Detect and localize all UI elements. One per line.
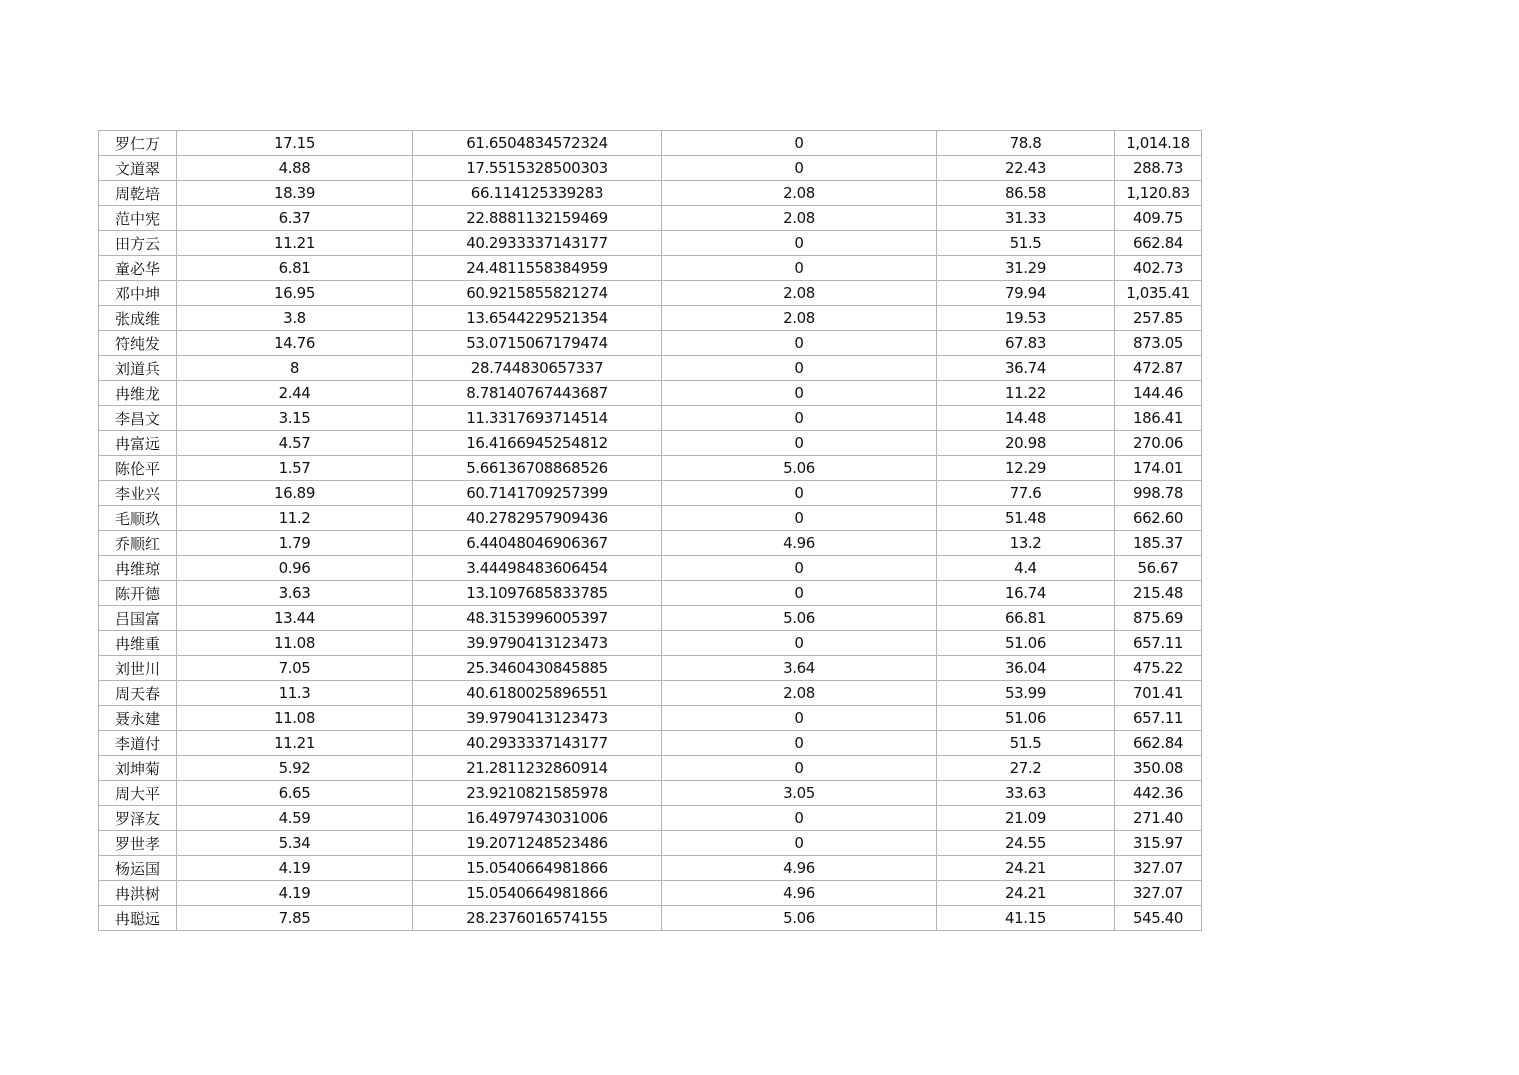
table-row <box>99 256 1202 281</box>
table-body <box>99 131 1202 931</box>
value-cell-2: 6.44048046906367 <box>413 531 662 556</box>
value-cell-4: 21.09 <box>937 806 1115 831</box>
value-cell-2: 5.66136708868526 <box>413 456 662 481</box>
value-cell-1: 4.57 <box>177 431 413 456</box>
value-cell-4: 20.98 <box>937 431 1115 456</box>
value-cell-3: 0 <box>662 381 937 406</box>
name-cell: 李昌文 <box>99 406 177 431</box>
value-cell-4: 31.29 <box>937 256 1115 281</box>
name-cell: 范中宪 <box>99 206 177 231</box>
name-cell: 陈开德 <box>99 581 177 606</box>
value-cell-1: 4.88 <box>177 156 413 181</box>
amount-cell: 442.36 <box>1115 781 1202 806</box>
value-cell-4: 86.58 <box>937 181 1115 206</box>
amount-cell: 327.07 <box>1115 856 1202 881</box>
value-cell-1: 6.37 <box>177 206 413 231</box>
value-cell-4: 11.22 <box>937 381 1115 406</box>
value-cell-2: 40.2933337143177 <box>413 231 662 256</box>
amount-cell: 186.41 <box>1115 406 1202 431</box>
value-cell-1: 11.2 <box>177 506 413 531</box>
value-cell-2: 48.3153996005397 <box>413 606 662 631</box>
table-row <box>99 631 1202 656</box>
name-cell: 李道付 <box>99 731 177 756</box>
value-cell-1: 11.08 <box>177 706 413 731</box>
value-cell-4: 12.29 <box>937 456 1115 481</box>
value-cell-4: 24.21 <box>937 856 1115 881</box>
value-cell-3: 5.06 <box>662 906 937 931</box>
value-cell-1: 7.05 <box>177 656 413 681</box>
table-row <box>99 806 1202 831</box>
value-cell-2: 3.44498483606454 <box>413 556 662 581</box>
value-cell-1: 16.95 <box>177 281 413 306</box>
value-cell-3: 5.06 <box>662 606 937 631</box>
amount-cell: 873.05 <box>1115 331 1202 356</box>
value-cell-2: 40.2933337143177 <box>413 731 662 756</box>
value-cell-3: 3.64 <box>662 656 937 681</box>
value-cell-4: 14.48 <box>937 406 1115 431</box>
value-cell-3: 0 <box>662 581 937 606</box>
value-cell-3: 0 <box>662 406 937 431</box>
value-cell-4: 31.33 <box>937 206 1115 231</box>
data-table <box>98 130 1202 931</box>
amount-cell: 409.75 <box>1115 206 1202 231</box>
value-cell-3: 0 <box>662 556 937 581</box>
value-cell-1: 11.21 <box>177 231 413 256</box>
amount-cell: 657.11 <box>1115 631 1202 656</box>
table-row <box>99 506 1202 531</box>
name-cell: 文道翠 <box>99 156 177 181</box>
value-cell-4: 36.04 <box>937 656 1115 681</box>
table-row <box>99 356 1202 381</box>
amount-cell: 472.87 <box>1115 356 1202 381</box>
value-cell-3: 4.96 <box>662 881 937 906</box>
table-row <box>99 481 1202 506</box>
value-cell-1: 4.19 <box>177 856 413 881</box>
value-cell-3: 0 <box>662 706 937 731</box>
value-cell-3: 0 <box>662 481 937 506</box>
value-cell-3: 0 <box>662 156 937 181</box>
table-row <box>99 231 1202 256</box>
table-row <box>99 731 1202 756</box>
value-cell-3: 3.05 <box>662 781 937 806</box>
value-cell-1: 3.63 <box>177 581 413 606</box>
name-cell: 邓中坤 <box>99 281 177 306</box>
value-cell-1: 13.44 <box>177 606 413 631</box>
table-row <box>99 681 1202 706</box>
value-cell-4: 22.43 <box>937 156 1115 181</box>
table-row <box>99 431 1202 456</box>
value-cell-1: 5.92 <box>177 756 413 781</box>
value-cell-2: 39.9790413123473 <box>413 706 662 731</box>
name-cell: 周乾培 <box>99 181 177 206</box>
amount-cell: 270.06 <box>1115 431 1202 456</box>
value-cell-2: 11.3317693714514 <box>413 406 662 431</box>
value-cell-1: 14.76 <box>177 331 413 356</box>
amount-cell: 662.84 <box>1115 731 1202 756</box>
amount-cell: 185.37 <box>1115 531 1202 556</box>
name-cell: 刘坤菊 <box>99 756 177 781</box>
value-cell-2: 60.9215855821274 <box>413 281 662 306</box>
value-cell-2: 25.3460430845885 <box>413 656 662 681</box>
value-cell-4: 36.74 <box>937 356 1115 381</box>
value-cell-1: 11.3 <box>177 681 413 706</box>
value-cell-2: 23.9210821585978 <box>413 781 662 806</box>
value-cell-2: 19.2071248523486 <box>413 831 662 856</box>
amount-cell: 144.46 <box>1115 381 1202 406</box>
name-cell: 冉聪远 <box>99 906 177 931</box>
spreadsheet-page <box>98 130 1202 931</box>
value-cell-4: 24.55 <box>937 831 1115 856</box>
value-cell-2: 15.0540664981866 <box>413 881 662 906</box>
table-row <box>99 206 1202 231</box>
value-cell-1: 4.19 <box>177 881 413 906</box>
value-cell-3: 0 <box>662 506 937 531</box>
value-cell-2: 39.9790413123473 <box>413 631 662 656</box>
amount-cell: 56.67 <box>1115 556 1202 581</box>
amount-cell: 662.84 <box>1115 231 1202 256</box>
name-cell: 冉维龙 <box>99 381 177 406</box>
value-cell-4: 77.6 <box>937 481 1115 506</box>
value-cell-4: 79.94 <box>937 281 1115 306</box>
value-cell-1: 11.21 <box>177 731 413 756</box>
name-cell: 罗世孝 <box>99 831 177 856</box>
amount-cell: 475.22 <box>1115 656 1202 681</box>
value-cell-3: 0 <box>662 431 937 456</box>
value-cell-1: 4.59 <box>177 806 413 831</box>
name-cell: 乔顺红 <box>99 531 177 556</box>
table-row <box>99 406 1202 431</box>
table-row <box>99 306 1202 331</box>
value-cell-4: 27.2 <box>937 756 1115 781</box>
table-row <box>99 156 1202 181</box>
value-cell-3: 0 <box>662 731 937 756</box>
name-cell: 吕国富 <box>99 606 177 631</box>
amount-cell: 657.11 <box>1115 706 1202 731</box>
amount-cell: 998.78 <box>1115 481 1202 506</box>
value-cell-1: 6.81 <box>177 256 413 281</box>
value-cell-1: 1.79 <box>177 531 413 556</box>
value-cell-3: 0 <box>662 806 937 831</box>
value-cell-1: 16.89 <box>177 481 413 506</box>
value-cell-3: 0 <box>662 356 937 381</box>
amount-cell: 402.73 <box>1115 256 1202 281</box>
table-row <box>99 606 1202 631</box>
value-cell-1: 18.39 <box>177 181 413 206</box>
name-cell: 李业兴 <box>99 481 177 506</box>
table-row <box>99 181 1202 206</box>
value-cell-2: 16.4166945254812 <box>413 431 662 456</box>
value-cell-2: 24.4811558384959 <box>413 256 662 281</box>
amount-cell: 215.48 <box>1115 581 1202 606</box>
amount-cell: 315.97 <box>1115 831 1202 856</box>
value-cell-3: 0 <box>662 631 937 656</box>
value-cell-3: 0 <box>662 831 937 856</box>
table-row <box>99 581 1202 606</box>
value-cell-1: 7.85 <box>177 906 413 931</box>
name-cell: 杨运国 <box>99 856 177 881</box>
value-cell-3: 4.96 <box>662 856 937 881</box>
table-row <box>99 656 1202 681</box>
value-cell-1: 0.96 <box>177 556 413 581</box>
value-cell-2: 13.6544229521354 <box>413 306 662 331</box>
table-row <box>99 906 1202 931</box>
name-cell: 符纯发 <box>99 331 177 356</box>
table-row <box>99 281 1202 306</box>
value-cell-2: 17.5515328500303 <box>413 156 662 181</box>
table-row <box>99 531 1202 556</box>
name-cell: 刘道兵 <box>99 356 177 381</box>
value-cell-3: 5.06 <box>662 456 937 481</box>
value-cell-4: 53.99 <box>937 681 1115 706</box>
amount-cell: 701.41 <box>1115 681 1202 706</box>
value-cell-2: 61.6504834572324 <box>413 131 662 156</box>
value-cell-2: 8.78140767443687 <box>413 381 662 406</box>
value-cell-4: 51.5 <box>937 231 1115 256</box>
value-cell-4: 51.06 <box>937 631 1115 656</box>
value-cell-3: 2.08 <box>662 181 937 206</box>
value-cell-1: 3.8 <box>177 306 413 331</box>
name-cell: 罗仁万 <box>99 131 177 156</box>
name-cell: 刘世川 <box>99 656 177 681</box>
amount-cell: 257.85 <box>1115 306 1202 331</box>
table-row <box>99 556 1202 581</box>
value-cell-3: 0 <box>662 231 937 256</box>
table-row <box>99 381 1202 406</box>
value-cell-3: 4.96 <box>662 531 937 556</box>
table-row <box>99 856 1202 881</box>
name-cell: 冉维重 <box>99 631 177 656</box>
name-cell: 冉富远 <box>99 431 177 456</box>
value-cell-1: 17.15 <box>177 131 413 156</box>
value-cell-3: 2.08 <box>662 206 937 231</box>
value-cell-2: 22.8881132159469 <box>413 206 662 231</box>
value-cell-4: 51.5 <box>937 731 1115 756</box>
table-row <box>99 131 1202 156</box>
value-cell-4: 13.2 <box>937 531 1115 556</box>
value-cell-1: 11.08 <box>177 631 413 656</box>
value-cell-1: 8 <box>177 356 413 381</box>
table-row <box>99 331 1202 356</box>
value-cell-4: 66.81 <box>937 606 1115 631</box>
value-cell-2: 60.7141709257399 <box>413 481 662 506</box>
name-cell: 周大平 <box>99 781 177 806</box>
amount-cell: 1,120.83 <box>1115 181 1202 206</box>
value-cell-2: 40.2782957909436 <box>413 506 662 531</box>
value-cell-2: 53.0715067179474 <box>413 331 662 356</box>
value-cell-3: 2.08 <box>662 306 937 331</box>
table-row <box>99 881 1202 906</box>
name-cell: 罗泽友 <box>99 806 177 831</box>
value-cell-3: 0 <box>662 131 937 156</box>
value-cell-4: 67.83 <box>937 331 1115 356</box>
value-cell-4: 51.48 <box>937 506 1115 531</box>
name-cell: 周天春 <box>99 681 177 706</box>
value-cell-2: 40.6180025896551 <box>413 681 662 706</box>
value-cell-4: 16.74 <box>937 581 1115 606</box>
value-cell-4: 19.53 <box>937 306 1115 331</box>
value-cell-2: 13.1097685833785 <box>413 581 662 606</box>
amount-cell: 271.40 <box>1115 806 1202 831</box>
amount-cell: 662.60 <box>1115 506 1202 531</box>
name-cell: 童必华 <box>99 256 177 281</box>
value-cell-3: 2.08 <box>662 281 937 306</box>
value-cell-4: 24.21 <box>937 881 1115 906</box>
table-row <box>99 781 1202 806</box>
amount-cell: 288.73 <box>1115 156 1202 181</box>
value-cell-3: 2.08 <box>662 681 937 706</box>
value-cell-3: 0 <box>662 331 937 356</box>
value-cell-4: 41.15 <box>937 906 1115 931</box>
name-cell: 陈伦平 <box>99 456 177 481</box>
amount-cell: 174.01 <box>1115 456 1202 481</box>
name-cell: 毛顺玖 <box>99 506 177 531</box>
value-cell-2: 15.0540664981866 <box>413 856 662 881</box>
value-cell-4: 78.8 <box>937 131 1115 156</box>
table-row <box>99 756 1202 781</box>
amount-cell: 545.40 <box>1115 906 1202 931</box>
value-cell-1: 2.44 <box>177 381 413 406</box>
table-row <box>99 456 1202 481</box>
table-row <box>99 831 1202 856</box>
name-cell: 冉洪树 <box>99 881 177 906</box>
amount-cell: 1,035.41 <box>1115 281 1202 306</box>
amount-cell: 327.07 <box>1115 881 1202 906</box>
amount-cell: 1,014.18 <box>1115 131 1202 156</box>
value-cell-2: 21.2811232860914 <box>413 756 662 781</box>
value-cell-4: 51.06 <box>937 706 1115 731</box>
value-cell-4: 33.63 <box>937 781 1115 806</box>
value-cell-3: 0 <box>662 756 937 781</box>
name-cell: 冉维琼 <box>99 556 177 581</box>
value-cell-2: 66.114125339283 <box>413 181 662 206</box>
amount-cell: 350.08 <box>1115 756 1202 781</box>
name-cell: 张成维 <box>99 306 177 331</box>
value-cell-2: 16.4979743031006 <box>413 806 662 831</box>
value-cell-1: 1.57 <box>177 456 413 481</box>
value-cell-4: 4.4 <box>937 556 1115 581</box>
value-cell-1: 6.65 <box>177 781 413 806</box>
table-row <box>99 706 1202 731</box>
value-cell-2: 28.744830657337 <box>413 356 662 381</box>
amount-cell: 875.69 <box>1115 606 1202 631</box>
value-cell-3: 0 <box>662 256 937 281</box>
name-cell: 聂永建 <box>99 706 177 731</box>
value-cell-2: 28.2376016574155 <box>413 906 662 931</box>
value-cell-1: 5.34 <box>177 831 413 856</box>
name-cell: 田方云 <box>99 231 177 256</box>
value-cell-1: 3.15 <box>177 406 413 431</box>
